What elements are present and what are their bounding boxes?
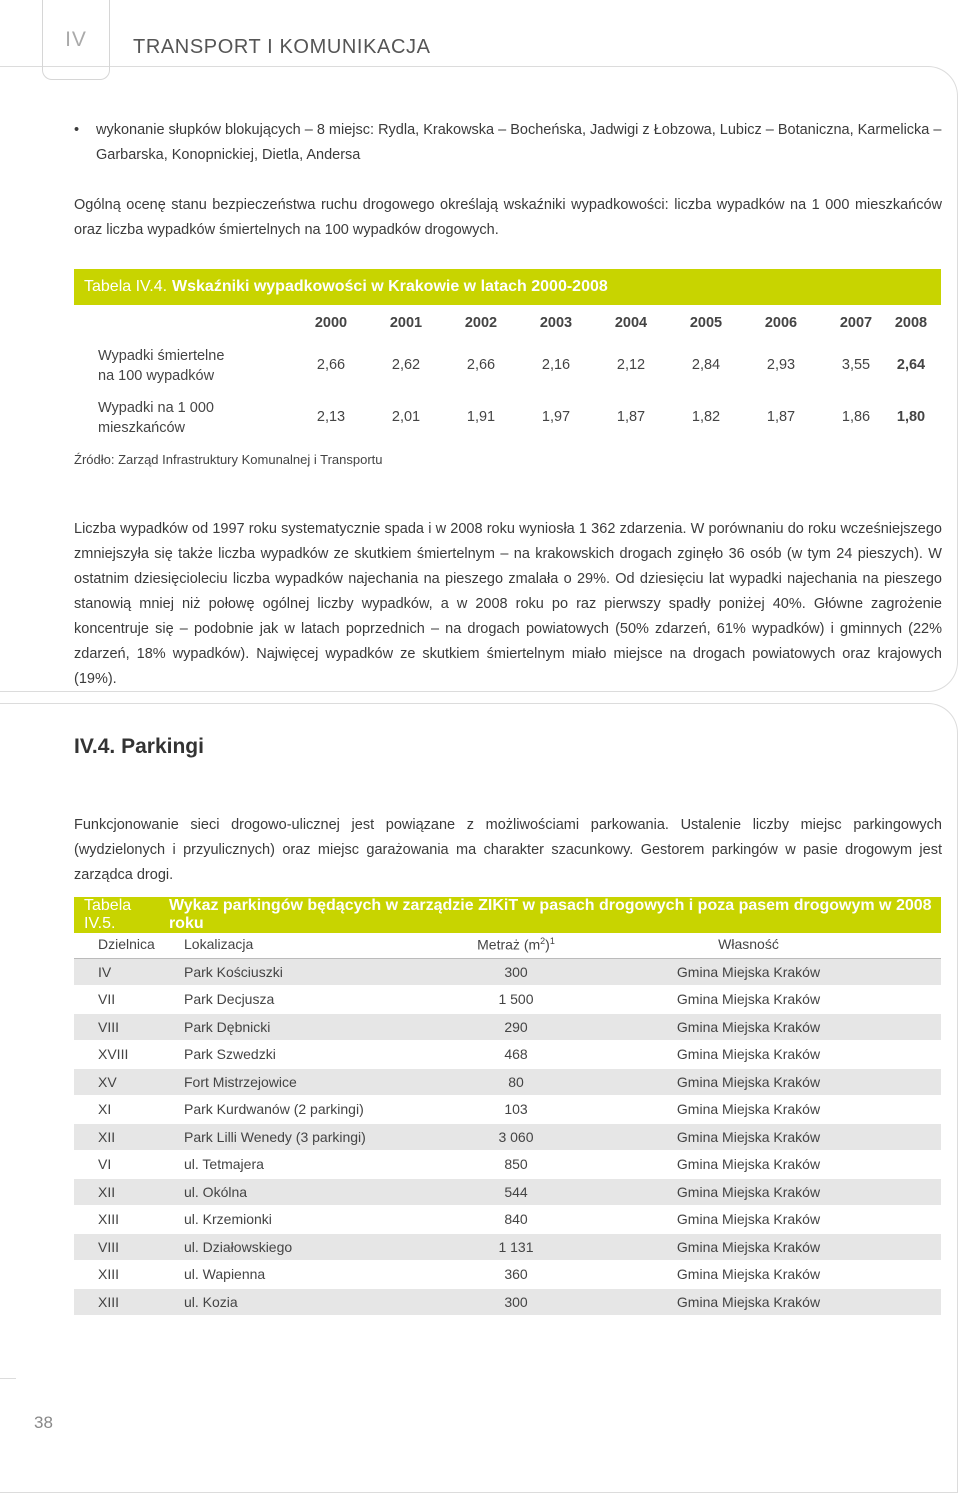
value-cell: 1,82 <box>691 409 721 425</box>
chapter-tab <box>42 0 110 80</box>
header-area <box>410 931 622 958</box>
year-cell: 2004 <box>614 315 648 331</box>
district-cell: VIII <box>74 1233 184 1261</box>
value-cell: 3,55 <box>841 357 871 373</box>
ownership-cell: Gmina Miejska Kraków <box>622 1233 941 1261</box>
table-row <box>74 1123 941 1151</box>
district-cell: XVIII <box>74 1041 184 1069</box>
table-row <box>74 1178 941 1206</box>
table-row <box>74 1068 941 1096</box>
table-row <box>74 1206 941 1234</box>
year-cell: 2000 <box>314 315 348 331</box>
area-cell: 1 131 <box>410 1233 622 1261</box>
table1-source: Źródło: Zarząd Infrastruktury Komunalnej i Transportu <box>74 452 383 467</box>
table2-body <box>74 958 941 1315</box>
row-label <box>98 398 238 438</box>
header-area-close: ) <box>545 936 550 953</box>
location-cell: ul. Wapienna <box>184 1261 410 1289</box>
district-cell: XIII <box>74 1288 184 1315</box>
paragraph-accident-trends: Liczba wypadków od 1997 roku systematycznie spada i w 2008 roku wyniosła 1 362 zdarzenia. W porównaniu do roku wcześniejszego zmniejszyła się także liczba wypadków ze skutkiem śmiertelnym – na krakowskich drogach zginęło 36 osób (w tym 24 pieszych). W ostatnim dziesięcioleciu liczba wypadków najechania na pieszego zmalała o 29%. Od dziesięciu lat wypadki najechania na pieszego stanowią mniej niż połowę ogólnej liczby wypadków, a w 2008 roku po raz pierwszy spadły poniżej 40%. Główne zagrożenie koncentruje się – podobnie jak w latach poprzednich – na drogach powiatowych (50% zdarzeń, 61% wypadków) i gminnych (22% zdarzeń, 18% wypadków). Najwięcej wypadków ze skutkiem śmiertelnym miało miejsce na drogach powiatowych oraz krajowych (19%). <box>74 521 942 687</box>
ownership-cell: Gmina Miejska Kraków <box>622 1206 941 1234</box>
location-cell: ul. Krzemionki <box>184 1206 410 1234</box>
table1-label: Tabela IV.4. <box>84 278 168 295</box>
header-district: Dzielnica <box>74 931 184 958</box>
bullet-text: wykonanie słupków blokujących – 8 miejsc: Rydla, Krakowska – Bocheńska, Jadwigi z Łobzowa, Lubicz – Botaniczna, Karmelicka – Garbarska, Konopnickiej, Dietla, Andersa <box>96 122 942 163</box>
table-row <box>74 1041 941 1069</box>
table-row <box>74 1233 941 1261</box>
table-row <box>74 1288 941 1315</box>
ownership-cell: Gmina Miejska Kraków <box>622 1123 941 1151</box>
table1-caption <box>74 269 941 305</box>
district-cell: VII <box>74 986 184 1014</box>
district-cell: XII <box>74 1123 184 1151</box>
value-cell: 2,13 <box>316 409 346 425</box>
location-cell: Park Dębnicki <box>184 1013 410 1041</box>
ownership-cell: Gmina Miejska Kraków <box>622 1261 941 1289</box>
chapter-number: IV <box>65 27 87 51</box>
location-cell: ul. Kozia <box>184 1288 410 1315</box>
area-cell: 103 <box>410 1096 622 1124</box>
year-cell: 2001 <box>389 315 423 331</box>
ownership-cell: Gmina Miejska Kraków <box>622 958 941 986</box>
year-cell: 2005 <box>689 315 723 331</box>
table1-title: Wskaźniki wypadkowości w Krakowie w latach 2000-2008 <box>172 278 608 295</box>
area-cell: 468 <box>410 1041 622 1069</box>
row-label <box>98 346 238 386</box>
value-cell: 1,87 <box>616 409 646 425</box>
table-row <box>74 1261 941 1289</box>
district-cell: XV <box>74 1068 184 1096</box>
area-cell: 850 <box>410 1151 622 1179</box>
table1-year-header <box>74 307 941 339</box>
footnote-mark: 1 <box>549 935 555 946</box>
ownership-cell: Gmina Miejska Kraków <box>622 1151 941 1179</box>
value-cell: 1,91 <box>466 409 496 425</box>
ownership-cell: Gmina Miejska Kraków <box>622 1041 941 1069</box>
year-cell: 2003 <box>539 315 573 331</box>
bullet-list <box>74 118 942 168</box>
location-cell: Park Kurdwanów (2 parkingi) <box>184 1096 410 1124</box>
district-cell: VIII <box>74 1013 184 1041</box>
value-cell: 1,87 <box>766 409 796 425</box>
table2-caption <box>74 897 941 933</box>
location-cell: ul. Tetmajera <box>184 1151 410 1179</box>
header-area-text: Metraż (m <box>477 936 541 953</box>
row-label-line: Wypadki śmiertelne <box>98 348 225 364</box>
row-label-line: Wypadki na 1 000 <box>98 400 214 416</box>
value-cell: 2,12 <box>616 357 646 373</box>
value-cell: 1,86 <box>841 409 871 425</box>
row-label-line: na 100 wypadków <box>98 368 215 384</box>
district-cell: XI <box>74 1096 184 1124</box>
bullet-item <box>74 118 942 168</box>
table-row <box>74 958 941 986</box>
table-row <box>74 1151 941 1179</box>
table2-parking-list <box>74 931 941 1315</box>
district-cell: IV <box>74 958 184 986</box>
ownership-cell: Gmina Miejska Kraków <box>622 1096 941 1124</box>
location-cell: Park Decjusza <box>184 986 410 1014</box>
year-cell: 2008 <box>894 315 928 331</box>
area-cell: 290 <box>410 1013 622 1041</box>
table1-row-fatal <box>74 346 941 388</box>
value-cell: 2,16 <box>541 357 571 373</box>
area-cell: 840 <box>410 1206 622 1234</box>
district-cell: XIII <box>74 1261 184 1289</box>
paragraph-parking-intro: Funkcjonowanie sieci drogowo-ulicznej jest powiązane z możliwościami parkowania. Ustalenie liczby miejsc parkingowych (wydzielonych i przyulicznych) oraz miejsc garażowania ma charakter szacunkowy. Gestorem parkingów w pasie drogowym jest zarządca drogi. <box>74 817 942 883</box>
table-row <box>74 1096 941 1124</box>
paragraph-safety-intro: Ogólną ocenę stanu bezpieczeństwa ruchu drogowego określają wskaźniki wypadkowości: liczba wypadków na 1 000 mieszkańców oraz liczba wypadków śmiertelnych na 100 wypadków drogowych. <box>74 197 942 238</box>
ownership-cell: Gmina Miejska Kraków <box>622 1013 941 1041</box>
header-ownership: Własność <box>622 931 941 958</box>
year-cell: 2007 <box>839 315 873 331</box>
bullet-dot-icon: • <box>74 122 80 138</box>
year-cell: 2006 <box>764 315 798 331</box>
district-cell: XIII <box>74 1206 184 1234</box>
header-location: Lokalizacja <box>184 931 410 958</box>
value-cell: 2,66 <box>466 357 496 373</box>
ownership-cell: Gmina Miejska Kraków <box>622 1178 941 1206</box>
table1-row-per-1000 <box>74 398 941 440</box>
ownership-cell: Gmina Miejska Kraków <box>622 1288 941 1315</box>
value-cell: 1,97 <box>541 409 571 425</box>
location-cell: Fort Mistrzejowice <box>184 1068 410 1096</box>
location-cell: ul. Działowskiego <box>184 1233 410 1261</box>
value-cell: 2,62 <box>391 357 421 373</box>
location-cell: ul. Okólna <box>184 1178 410 1206</box>
ownership-cell: Gmina Miejska Kraków <box>622 986 941 1014</box>
superscript: 2 <box>540 935 546 946</box>
area-cell: 360 <box>410 1261 622 1289</box>
page-number-box <box>0 1378 16 1473</box>
value-cell: 2,64 <box>896 357 926 373</box>
district-cell: XII <box>74 1178 184 1206</box>
value-cell: 2,93 <box>766 357 796 373</box>
page-number: 38 <box>34 1413 53 1432</box>
area-cell: 80 <box>410 1068 622 1096</box>
table-row <box>74 986 941 1014</box>
area-cell: 300 <box>410 1288 622 1315</box>
area-cell: 300 <box>410 958 622 986</box>
location-cell: Park Szwedzki <box>184 1041 410 1069</box>
table2-header-row <box>74 931 941 958</box>
ownership-cell: Gmina Miejska Kraków <box>622 1068 941 1096</box>
value-cell: 2,01 <box>391 409 421 425</box>
section-title: IV.4. Parkingi <box>74 735 204 758</box>
value-cell: 1,80 <box>896 409 926 425</box>
value-cell: 2,66 <box>316 357 346 373</box>
area-cell: 544 <box>410 1178 622 1206</box>
table2-title: Wykaz parkingów będących w zarządzie ZIKiT w pasach drogowych i poza pasem drogowym w 2008 roku <box>168 897 932 932</box>
location-cell: Park Kościuszki <box>184 958 410 986</box>
running-title: TRANSPORT I KOMUNIKACJA <box>133 36 431 58</box>
table2-label: Tabela IV.5. <box>84 897 132 932</box>
area-cell: 1 500 <box>410 986 622 1014</box>
year-cell: 2002 <box>464 315 498 331</box>
location-cell: Park Lilli Wenedy (3 parkingi) <box>184 1123 410 1151</box>
district-cell: VI <box>74 1151 184 1179</box>
table-row <box>74 1013 941 1041</box>
area-cell: 3 060 <box>410 1123 622 1151</box>
value-cell: 2,84 <box>691 357 721 373</box>
row-label-line: mieszkańców <box>98 420 186 436</box>
